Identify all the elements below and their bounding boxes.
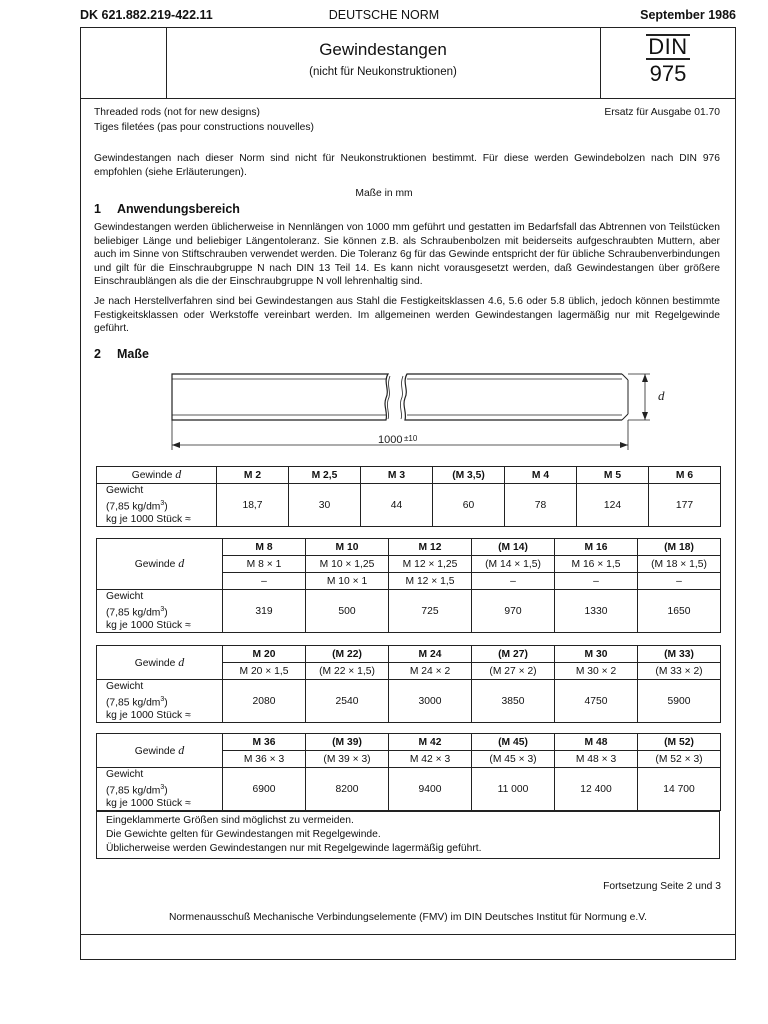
size-cell: M 8: [223, 539, 306, 556]
size-cell: M 2: [217, 467, 289, 484]
size-cell: M 4: [505, 467, 577, 484]
weight-label-cell: Gewicht (7,85 $kg/dm^3$) kg je 1000 Stück ≈: [97, 484, 217, 527]
note-line: Eingeklammerte Größen sind möglichst zu vermeiden.: [106, 815, 354, 826]
thread-size-row: [97, 467, 721, 484]
size-cell: (M 14): [472, 539, 555, 556]
fine-thread-cell: M 24 × 2: [389, 663, 472, 680]
fine-thread-cell: M 30 × 2: [555, 663, 638, 680]
weight-cell: 6900: [223, 768, 306, 811]
norm-type: DEUTSCHE NORM: [328, 8, 440, 22]
section-1-title: Anwendungsbereich: [117, 202, 240, 216]
section-1-paragraph-1: Gewindestangen werden üblicherweise in Nennlängen von 1000 mm geführt und gestatten im Bedarfsfall das Abtrennen von Teilstücken beliebiger Länge und beliebiger Längentoleranz. Sie können z.B. als Schraubenbolzen mit beiderseits aufgeschraubten Muttern, aber auch im Sinne von Stiftschrauben verwendet werden. Die Toleranz 6g für das Gewinde entspricht der für übliche Schraubenverbindungen und gilt für die Einschraubgruppe N nach DIN 13 Teil 14. Es kann nicht vorausgesetzt werden, daß Gewindestangen über größere Einschraublängen als die der Einschraubgruppe N voll lehrenhaltig sind.: [94, 222, 721, 287]
weight-row: [97, 768, 721, 811]
issue-date: September 1986: [640, 8, 736, 22]
fine-thread-cell: (M 45 × 3): [472, 751, 555, 768]
fine-thread-cell: M 12 × 1,5: [389, 573, 472, 590]
thread-label-cell: Gewinde d: [97, 734, 223, 768]
note-line: Die Gewichte gelten für Gewindestangen mit Regelgewinde.: [106, 829, 381, 840]
document-classification: DK 621.882.219-422.11: [80, 8, 213, 22]
weight-cell: 78: [505, 484, 577, 527]
weight-cell: 1650: [638, 590, 721, 633]
din-number: 975: [649, 61, 687, 86]
fine-thread-cell: –: [472, 573, 555, 590]
size-cell: M 20: [223, 646, 306, 663]
size-cell: M 36: [223, 734, 306, 751]
weight-cell: 3850: [472, 680, 555, 723]
dimensions-table-2: [96, 538, 721, 633]
size-cell: M 2,5: [289, 467, 361, 484]
fine-thread-cell: (M 18 × 1,5): [638, 556, 721, 573]
length-label: 1000: [378, 434, 403, 446]
weight-row: [97, 484, 721, 527]
fine-thread-cell: –: [223, 573, 306, 590]
weight-cell: 14 700: [638, 768, 721, 811]
weight-label-cell: Gewicht (7,85 $kg/dm^3$) kg je 1000 Stück ≈: [97, 680, 223, 723]
size-cell: M 30: [555, 646, 638, 663]
weight-cell: 44: [361, 484, 433, 527]
weight-cell: 319: [223, 590, 306, 633]
weight-label-cell: Gewicht (7,85 $kg/dm^3$) kg je 1000 Stück ≈: [97, 768, 223, 811]
dimensions-table-3: [96, 645, 721, 723]
size-cell: M 42: [389, 734, 472, 751]
document-title: Gewindestangen: [319, 40, 447, 59]
section-1-number: 1: [94, 202, 101, 216]
size-cell: M 24: [389, 646, 472, 663]
section-2-number: 2: [94, 347, 101, 361]
fine-thread-cell: (M 52 × 3): [638, 751, 721, 768]
size-cell: (M 45): [472, 734, 555, 751]
size-cell: M 16: [555, 539, 638, 556]
weight-cell: 970: [472, 590, 555, 633]
size-cell: (M 52): [638, 734, 721, 751]
size-cell: (M 3,5): [433, 467, 505, 484]
fine-thread-cell: M 48 × 3: [555, 751, 638, 768]
weight-cell: 18,7: [217, 484, 289, 527]
fine-thread-cell: M 12 × 1,25: [389, 556, 472, 573]
size-cell: M 12: [389, 539, 472, 556]
fine-thread-cell: M 20 × 1,5: [223, 663, 306, 680]
thread-size-row: [97, 734, 721, 751]
section-2-title: Maße: [117, 347, 149, 361]
dimensions-table-1: [96, 466, 721, 527]
size-cell: (M 33): [638, 646, 721, 663]
weight-row: [97, 680, 721, 723]
size-cell: (M 18): [638, 539, 721, 556]
weight-row: [97, 590, 721, 633]
intro-paragraph: Gewindestangen nach dieser Norm sind nicht für Neukonstruktionen bestimmt. Für diese werden Gewindebolzen nach DIN 976 empfohlen (siehe Erläuterungen).: [94, 153, 720, 178]
din-logo: DIN: [648, 34, 688, 59]
size-cell: (M 22): [306, 646, 389, 663]
replacement-note: Ersatz für Ausgabe 01.70: [604, 107, 720, 118]
fine-thread-cell: M 36 × 3: [223, 751, 306, 768]
weight-cell: 500: [306, 590, 389, 633]
length-tolerance: ±10: [404, 434, 418, 443]
committee-footer: Normenausschuß Mechanische Verbindungselemente (FMV) im DIN Deutsches Institut für Normung e.V.: [168, 912, 648, 923]
fine-thread-cell: (M 33 × 2): [638, 663, 721, 680]
weight-cell: 725: [389, 590, 472, 633]
weight-cell: 4750: [555, 680, 638, 723]
fine-thread-cell: M 8 × 1: [223, 556, 306, 573]
weight-cell: 2080: [223, 680, 306, 723]
thread-label-cell: Gewinde d: [97, 646, 223, 680]
title-divider-left: [166, 27, 167, 98]
fine-thread-cell: (M 14 × 1,5): [472, 556, 555, 573]
diameter-label: d: [658, 388, 665, 403]
french-title: Tiges filetées (pas pour constructions nouvelles): [94, 122, 314, 133]
title-bottom-rule: [80, 98, 736, 99]
weight-cell: 2540: [306, 680, 389, 723]
weight-cell: 3000: [389, 680, 472, 723]
weight-cell: 177: [649, 484, 721, 527]
fine-thread-cell: (M 27 × 2): [472, 663, 555, 680]
weight-cell: 11 000: [472, 768, 555, 811]
weight-cell: 5900: [638, 680, 721, 723]
threaded-rod-drawing: [150, 364, 670, 460]
size-cell: (M 39): [306, 734, 389, 751]
size-cell: M 5: [577, 467, 649, 484]
footer-rule: [80, 934, 736, 935]
size-cell: M 3: [361, 467, 433, 484]
size-cell: M 10: [306, 539, 389, 556]
size-cell: (M 27): [472, 646, 555, 663]
fine-thread-cell: M 42 × 3: [389, 751, 472, 768]
weight-label-cell: Gewicht (7,85 $kg/dm^3$) kg je 1000 Stück ≈: [97, 590, 223, 633]
size-cell: M 6: [649, 467, 721, 484]
size-cell: M 48: [555, 734, 638, 751]
english-title: Threaded rods (not for new designs): [94, 107, 260, 118]
document-subtitle: (nicht für Neukonstruktionen): [309, 66, 457, 78]
thread-label-cell: Gewinde d: [97, 539, 223, 590]
weight-cell: 9400: [389, 768, 472, 811]
thread-label-cell: Gewinde d: [97, 467, 217, 484]
fine-thread-cell: –: [638, 573, 721, 590]
continuation-note: Fortsetzung Seite 2 und 3: [603, 881, 721, 892]
weight-cell: 12 400: [555, 768, 638, 811]
thread-size-row: [97, 646, 721, 663]
weight-cell: 30: [289, 484, 361, 527]
note-line: Üblicherweise werden Gewindestangen nur mit Regelgewinde lagermäßig geführt.: [106, 843, 482, 854]
fine-thread-cell: (M 22 × 1,5): [306, 663, 389, 680]
fine-thread-cell: –: [555, 573, 638, 590]
weight-cell: 60: [433, 484, 505, 527]
fine-thread-cell: (M 39 × 3): [306, 751, 389, 768]
fine-thread-cell: M 10 × 1: [306, 573, 389, 590]
weight-cell: 8200: [306, 768, 389, 811]
thread-size-row: [97, 539, 721, 556]
weight-cell: 124: [577, 484, 649, 527]
notes-box: [96, 811, 720, 859]
weight-cell: 1330: [555, 590, 638, 633]
units-note: Maße in mm: [355, 188, 413, 199]
dimensions-table-4: [96, 733, 721, 811]
fine-thread-cell: M 10 × 1,25: [306, 556, 389, 573]
section-1-paragraph-2: Je nach Herstellverfahren sind bei Gewindestangen aus Stahl die Festigkeitsklassen 4.6, 5.6 oder 5.8 üblich, jedoch können bestimmte Festigkeitsklassen oder Werkstoffe vereinbart werden. Im allgemeinen werden Gewindestangen lagermäßig nur mit Regelgewinde geführt.: [94, 296, 720, 334]
fine-thread-cell: M 16 × 1,5: [555, 556, 638, 573]
